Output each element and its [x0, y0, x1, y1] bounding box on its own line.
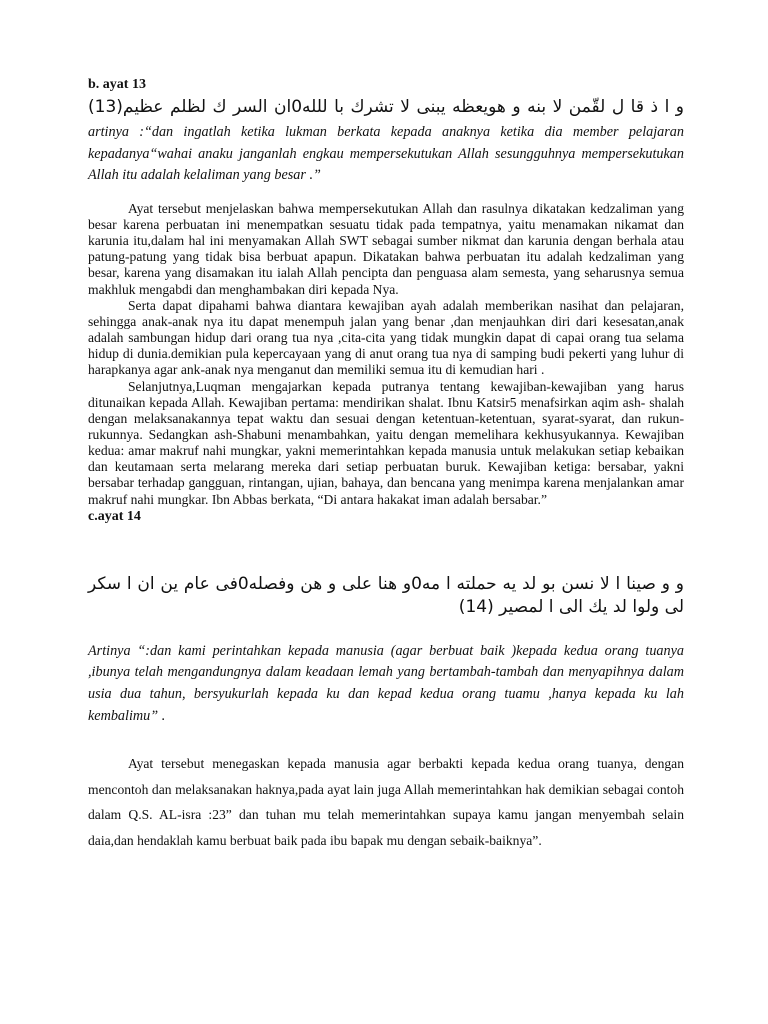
explanation-paragraph-1: Ayat tersebut menjelaskan bahwa mempersekutukan Allah dan rasulnya dikatakan kedzaliman yang besar karena perbuatan ini menempatkan sesuatu tidak pada tempatnya, yaitu menamakan nikamat dan karunia itu,dalam hal ini menyamakan Allah SWT sebagai sumber nikmat dan karunia dengan berhala atau patung-patung yang tidak bisa berbuat apapun. Dikatakan bahwa perbuatan itu adalah kedzaliman yang besar, karena yang disamakan itu ialah Allah pencipta dan penguasa alam semesta, yang seharusnya semua makhluk mengabdi dan menghambakan diri kepada Nya. — [88, 200, 684, 297]
section-heading-ayat-14: c.ayat 14 — [88, 508, 141, 524]
explanation-paragraph-2: Serta dapat dipahami bahwa diantara kewajiban ayah adalah memberikan nasihat dan pelajaran, sehingga anak-anak nya itu dapat menempuh jalan yang benar ,dan menjauhkan diri dari kesesatan,anak adalah sambungan hidup dari orang tua nya ,cita-cita yang tidak mungkin dapat di capai orang tua selama hidup di dunia.demikian pula kepercayaan yang di anut orang tua nya di samping budi pekerti yang luhur di harapkanya agar ank-anak nya menganut dan memiliki semua itu di kemudian hari . — [88, 297, 684, 378]
translation-ayat-13: artinya :“dan ingatlah ketika lukman berkata kepada anaknya ketika dia member pelajaran kepadanya“wahai anaku janganlah engkau mempersekutukan Allah sesungguhnya mempersekutukan Allah itu adalah kelaliman yang besar .” — [88, 124, 684, 184]
explanation-paragraph-4: Ayat tersebut menegaskan kepada manusia agar berbakti kepada kedua orang tuanya, dengan mencontoh dan melaksanakan haknya,pada ayat lain juga Allah memerintahkan hak demikian sebagai contoh dalam Q.S. AL-isra :23” dan tuhan mu telah memerintahkan supaya kamu jangan menyembah selain daia,dan hendaklah kamu berbuat baik pada ibu bapak mu dengan sebaik-baiknya”. — [88, 756, 684, 848]
translation-ayat-14: Artinya “:dan kami perintahkan kepada manusia (agar berbuat baik )kepada kedua orang tuanya ,ibunya telah mengandungnya dalam keadaan lemah yang bertambah-tambah dan menyapihnya dalam usia dua tahun, bersyukurlah kepada ku dan kepad kedua orang tuamu ,hanya kepada ku lah kembalimu” . — [88, 642, 684, 724]
quran-verse-ayat-13: و ا ذ قا ل لقّمن لا بنه و هويعظه يبنى لا تشرك با للله0ان السر ك لظلم عظيم(13) — [88, 97, 685, 117]
explanation-paragraph-3: Selanjutnya,Luqman mengajarkan kepada putranya tentang kewajiban-kewajiban yang harus ditunaikan kepada Allah. Kewajiban pertama: mendirikan shalat. Ibnu Katsir5 menafsirkan aqim ash- shalah dengan melaksanakannya tepat waktu dan sesuai dengan ketentuan-ketentuan, syarat-syarat, dan rukun-rukunnya. Sedangkan ash-Shabuni menambahkan, yaitu dengan memelihara kekhusyukannya. Kewajiban kedua: amar makruf nahi mungkar, yakni memerintahkan kepada manusia untuk melakukan setiap kebaikan dan keutamaan serta melarang mereka dari setiap perbuatan buruk. Kewajiban ketiga: bersabar, yakni bersabar terhadap gangguan, rintangan, ujian, bahaya, dan bencana yang menimpa karena menjalankan amar makruf nahi mungkar. Ibn Abbas berkata, “Di antara hakakat iman adalah bersabar.” — [88, 378, 684, 507]
page-content — [88, 76, 684, 853]
section-heading-ayat-13: b. ayat 13 — [88, 77, 146, 92]
quran-verse-ayat-14: و و صينا ا لا نسن بو لد يه حملته ا مه0و هنا على و هن وفصله0فى عام ين ان ا سكر لى ولوا لد يك الى ا لمصير (14) — [88, 573, 684, 617]
